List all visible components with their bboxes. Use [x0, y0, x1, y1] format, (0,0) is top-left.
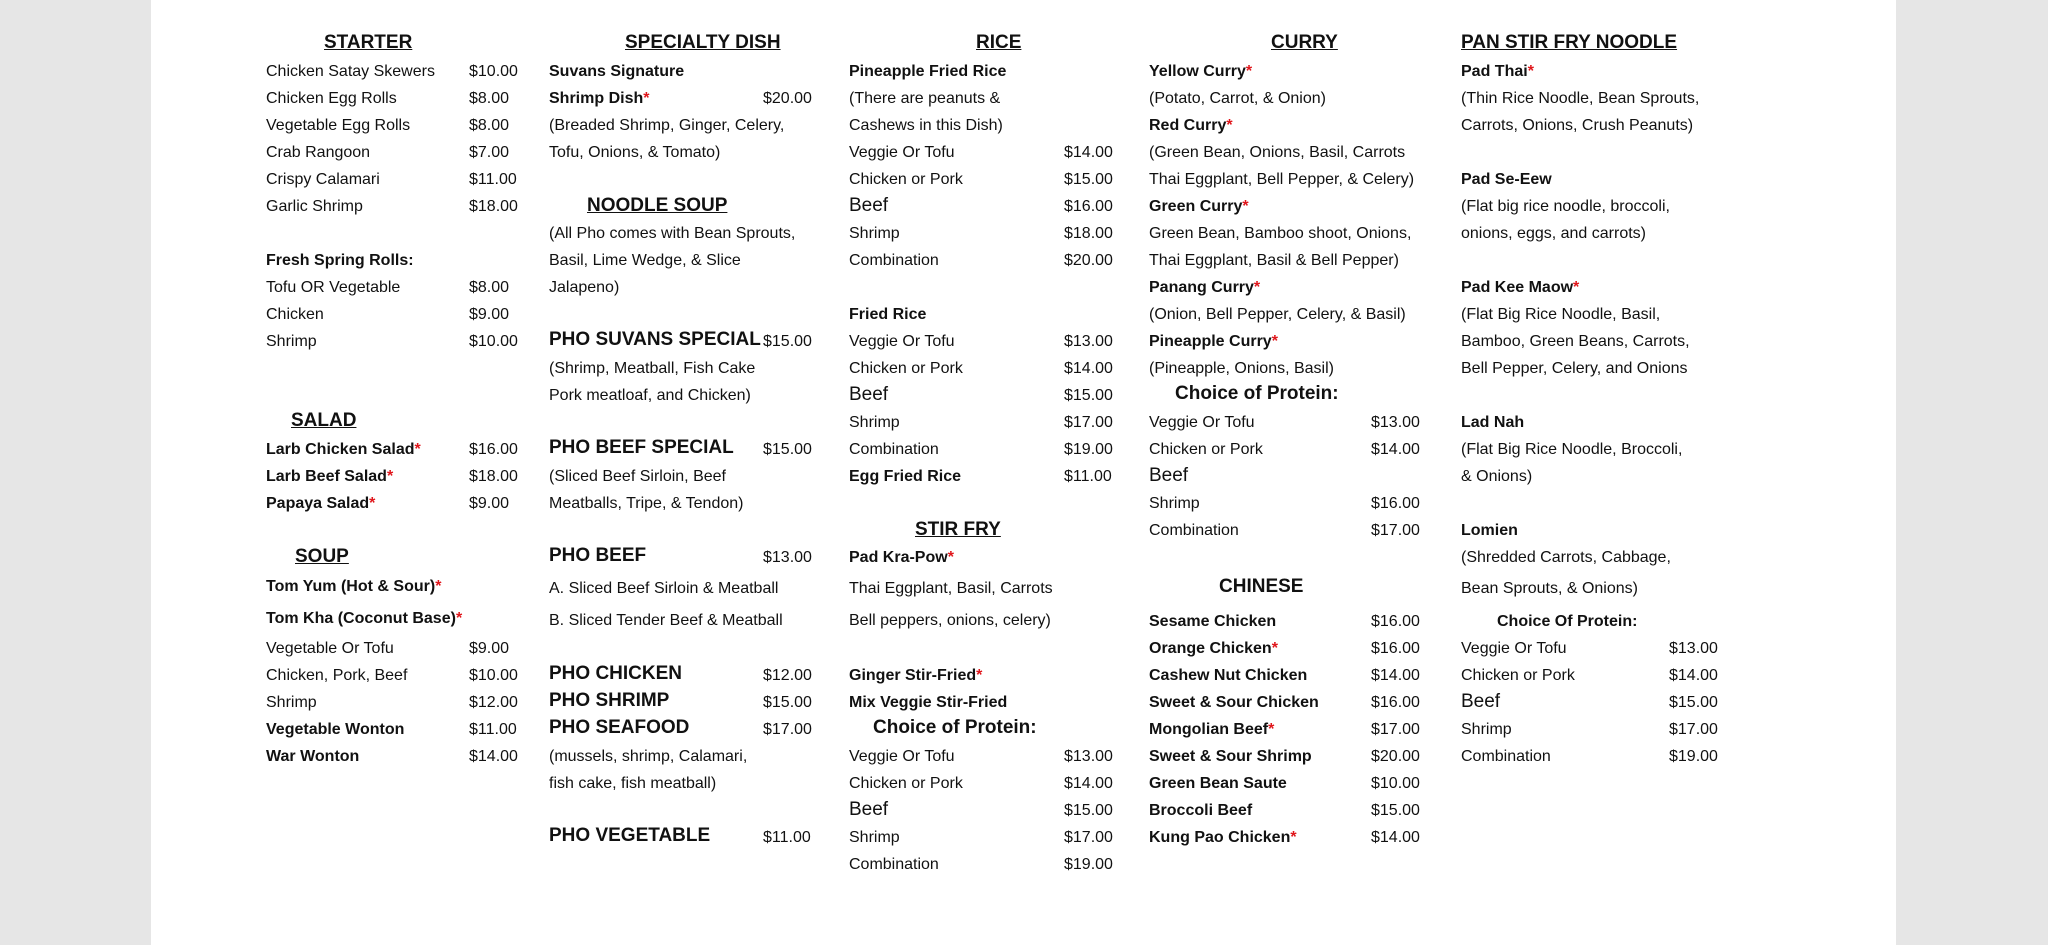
menu-item-desc: (Flat Big Rice Noodle, Broccoli, [1461, 441, 1683, 458]
protein-name: Shrimp [1461, 721, 1512, 738]
spicy-marker: * [1268, 721, 1275, 738]
menu-item-desc: Bean Sprouts, & Onions) [1461, 580, 1638, 597]
protein-name: Combination [849, 252, 939, 269]
menu-item-name: Orange Chicken* [1149, 640, 1278, 657]
menu-item-price: $15.00 [763, 694, 812, 711]
protein-price: $19.00 [1064, 856, 1113, 873]
menu-item-price: $9.00 [469, 306, 510, 323]
protein-price: $18.00 [1064, 225, 1113, 242]
menu-item-name: Chicken [266, 306, 324, 323]
menu-item-name: Lad Nah [1461, 414, 1525, 431]
menu-item-name: Panang Curry* [1149, 279, 1261, 296]
menu-item-name: Green Curry* [1149, 198, 1249, 215]
menu-item-price: $11.00 [1064, 468, 1112, 485]
menu-item-name: Vegetable Or Tofu [266, 640, 394, 657]
menu-item-price: $7.00 [469, 144, 510, 161]
spicy-marker: * [1242, 198, 1249, 215]
spicy-marker: * [976, 667, 983, 684]
protein-name: Beef [849, 195, 889, 216]
spring-rolls-heading: Fresh Spring Rolls: [266, 252, 414, 269]
menu-item-name: Mix Veggie Stir-Fried [849, 694, 1008, 711]
protein-name: Combination [1149, 522, 1239, 539]
menu-item-name: Crab Rangoon [266, 144, 371, 161]
protein-price: $20.00 [1064, 252, 1113, 269]
section-desc: Basil, Lime Wedge, & Slice [549, 252, 741, 269]
menu-item-name: PHO SUVANS SPECIAL [549, 329, 761, 350]
menu-item-price: $9.00 [469, 640, 510, 657]
menu-item-name: Pad Thai* [1461, 63, 1534, 80]
menu-item-desc: Thai Eggplant, Basil & Bell Pepper) [1149, 252, 1399, 269]
menu-item-desc: (Sliced Beef Sirloin, Beef [549, 468, 726, 485]
menu-item-name: Suvans Signature [549, 63, 685, 80]
menu-item-name: Ginger Stir-Fried* [849, 667, 983, 684]
noodle-heading: PAN STIR FRY NOODLE [1461, 32, 1678, 53]
specialty-heading: SPECIALTY DISH [625, 32, 781, 53]
protein-name: Beef [849, 799, 889, 820]
protein-price: $19.00 [1669, 748, 1718, 765]
spicy-marker: * [947, 549, 954, 566]
protein-name: Chicken or Pork [1461, 667, 1575, 684]
menu-item-desc: (Thin Rice Noodle, Bean Sprouts, [1461, 90, 1700, 107]
protein-name: Chicken or Pork [849, 775, 963, 792]
starter-heading: STARTER [324, 32, 413, 53]
protein-price: $17.00 [1064, 414, 1113, 431]
menu-item-price: $10.00 [469, 333, 518, 350]
menu-item-price: $12.00 [469, 694, 518, 711]
protein-price: $16.00 [1064, 198, 1113, 215]
menu-item-name: Chicken Satay Skewers [266, 63, 435, 80]
menu-item-name: Pineapple Fried Rice [849, 63, 1007, 80]
menu-item-name: PHO BEEF SPECIAL [549, 437, 734, 458]
protein-name: Combination [849, 441, 939, 458]
protein-name: Veggie Or Tofu [1461, 640, 1567, 657]
rice-heading: RICE [976, 32, 1022, 53]
protein-price: $13.00 [1371, 414, 1420, 431]
protein-name: Shrimp [1149, 495, 1200, 512]
protein-price: $17.00 [1064, 829, 1113, 846]
menu-item-price: $14.00 [469, 748, 518, 765]
menu-item-desc: & Onions) [1461, 468, 1533, 485]
menu-item-name: Sesame Chicken [1149, 613, 1277, 630]
menu-item-price: $8.00 [469, 117, 510, 134]
menu-item-desc: A. Sliced Beef Sirloin & Meatball [549, 580, 779, 597]
menu-item-price: $16.00 [1371, 694, 1420, 711]
protein-price: $19.00 [1064, 441, 1113, 458]
menu-item-desc: (Green Bean, Onions, Basil, Carrots [1149, 144, 1406, 161]
protein-name: Veggie Or Tofu [1149, 414, 1255, 431]
menu-item-price: $13.00 [763, 549, 812, 566]
menu-item-price: $20.00 [763, 90, 812, 107]
menu-item-desc: Green Bean, Bamboo shoot, Onions, [1149, 225, 1412, 242]
menu-item-desc: (Pineapple, Onions, Basil) [1149, 360, 1334, 377]
menu-item-name: PHO SHRIMP [549, 690, 670, 711]
menu-item-price: $18.00 [469, 198, 518, 215]
menu-item-price: $15.00 [763, 333, 812, 350]
choice-protein-label: Choice Of Protein: [1497, 613, 1638, 630]
menu-item-desc: (mussels, shrimp, Calamari, [549, 748, 748, 765]
spicy-marker: * [369, 495, 376, 512]
menu-item-desc: Tofu, Onions, & Tomato) [549, 144, 721, 161]
menu-item-desc: Thai Eggplant, Basil, Carrots [849, 580, 1053, 597]
spicy-marker: * [643, 90, 650, 107]
protein-price: $14.00 [1371, 441, 1420, 458]
menu-item-desc: Bell Pepper, Celery, and Onions [1461, 360, 1688, 377]
menu-item-name: Pineapple Curry* [1149, 333, 1278, 350]
menu-item-price: $16.00 [1371, 640, 1420, 657]
menu-item-name: Vegetable Egg Rolls [266, 117, 411, 134]
spicy-marker: * [435, 578, 442, 595]
menu-item-name: Shrimp [266, 333, 317, 350]
menu-item-name: Pad Se-Eew [1461, 171, 1552, 188]
spicy-marker: * [1271, 333, 1278, 350]
section-desc: Jalapeno) [549, 279, 620, 296]
protein-price: $13.00 [1669, 640, 1718, 657]
menu-item-name: War Wonton [266, 748, 360, 765]
menu-item-price: $18.00 [469, 468, 518, 485]
menu-item-name: Larb Chicken Salad* [266, 441, 421, 458]
protein-price: $15.00 [1064, 171, 1113, 188]
choice-protein-label: Choice of Protein: [873, 717, 1037, 738]
protein-name: Veggie Or Tofu [849, 144, 955, 161]
protein-price: $14.00 [1064, 775, 1113, 792]
protein-name: Combination [1461, 748, 1551, 765]
spicy-marker: * [1226, 117, 1233, 134]
protein-name: Shrimp [849, 225, 900, 242]
menu-item-name: Chicken Egg Rolls [266, 90, 397, 107]
protein-price: $14.00 [1064, 144, 1113, 161]
protein-name: Beef [1149, 465, 1189, 486]
menu-item-desc: (There are peanuts & [849, 90, 1001, 107]
spicy-marker: * [1245, 63, 1253, 80]
menu-item-desc: onions, eggs, and carrots) [1461, 225, 1646, 242]
menu-item-price: $10.00 [469, 63, 518, 80]
menu-item-desc: Bamboo, Green Beans, Carrots, [1461, 333, 1690, 350]
menu-item-name: PHO VEGETABLE [549, 825, 711, 846]
menu-item-price: $16.00 [1371, 613, 1420, 630]
protein-price: $17.00 [1371, 522, 1420, 539]
noodle-soup-heading: NOODLE SOUP [587, 195, 728, 216]
stir-fry-heading: STIR FRY [915, 519, 1001, 540]
spicy-marker: * [1527, 63, 1534, 80]
chinese-heading: CHINESE [1219, 576, 1304, 597]
menu-item-desc: (Shrimp, Meatball, Fish Cake [549, 360, 756, 377]
menu-item-price: $11.00 [469, 721, 517, 738]
menu-item-price: $17.00 [763, 721, 812, 738]
protein-name: Veggie Or Tofu [849, 333, 955, 350]
menu-item-desc: (Flat Big Rice Noodle, Basil, [1461, 306, 1661, 323]
menu-item-name: Red Curry* [1149, 117, 1233, 134]
menu-item-name: Fried Rice [849, 306, 927, 323]
menu-item-name: Broccoli Beef [1149, 802, 1253, 819]
menu-item-name: PHO BEEF [549, 545, 647, 566]
menu-item-name: Sweet & Sour Chicken [1149, 694, 1319, 711]
menu-item-name: PHO SEAFOOD [549, 717, 690, 738]
menu-item-desc: fish cake, fish meatball) [549, 775, 717, 792]
salad-heading: SALAD [291, 410, 357, 431]
protein-price: $15.00 [1669, 694, 1718, 711]
menu-item-price: $16.00 [469, 441, 518, 458]
protein-price: $13.00 [1064, 333, 1113, 350]
menu-item-price: $14.00 [1371, 829, 1420, 846]
menu-item-price: $10.00 [1371, 775, 1420, 792]
protein-name: Veggie Or Tofu [849, 748, 955, 765]
menu-item-desc: Carrots, Onions, Crush Peanuts) [1461, 117, 1694, 134]
protein-name: Beef [1461, 691, 1501, 712]
protein-price: $16.00 [1371, 495, 1420, 512]
menu-item-name: Larb Beef Salad* [266, 468, 394, 485]
menu-item-name: Tom Kha (Coconut Base)* [266, 610, 463, 627]
protein-price: $13.00 [1064, 748, 1113, 765]
menu-item-desc: Thai Eggplant, Bell Pepper, & Celery) [1149, 171, 1415, 188]
menu-item-price: $15.00 [763, 441, 812, 458]
menu-item-name: Sweet & Sour Shrimp [1149, 748, 1312, 765]
protein-price: $14.00 [1669, 667, 1718, 684]
menu-item-desc: (Flat big rice noodle, broccoli, [1461, 198, 1670, 215]
spicy-marker: * [1253, 279, 1261, 296]
protein-price: $15.00 [1064, 802, 1113, 819]
menu-item-name: Lomien [1461, 522, 1518, 539]
protein-name: Shrimp [849, 829, 900, 846]
menu-item-desc: Meatballs, Tripe, & Tendon) [549, 495, 744, 512]
spicy-marker: * [386, 468, 394, 485]
protein-price: $14.00 [1064, 360, 1113, 377]
menu-item-price: $10.00 [469, 667, 518, 684]
menu-item-price: $15.00 [1371, 802, 1420, 819]
protein-name: Chicken or Pork [849, 360, 963, 377]
spicy-marker: * [455, 610, 463, 627]
spicy-marker: * [1271, 640, 1278, 657]
menu-item-desc: Bell peppers, onions, celery) [849, 612, 1051, 629]
menu-item-name: PHO CHICKEN [549, 663, 683, 684]
menu-item-price: $14.00 [1371, 667, 1420, 684]
menu-item-name: Shrimp Dish* [549, 90, 650, 107]
curry-heading: CURRY [1271, 32, 1338, 53]
menu-item-name: Pad Kra-Pow* [849, 549, 954, 566]
menu-item-price: $20.00 [1371, 748, 1420, 765]
menu-item-desc: (Onion, Bell Pepper, Celery, & Basil) [1149, 306, 1406, 323]
menu-item-desc: (Potato, Carrot, & Onion) [1149, 90, 1326, 107]
menu-item-name: Yellow Curry* [1149, 63, 1253, 80]
menu-item-desc: Cashews in this Dish) [849, 117, 1003, 134]
menu-item-name: Kung Pao Chicken* [1149, 829, 1297, 846]
spicy-marker: * [414, 441, 421, 458]
menu-item-name: Cashew Nut Chicken [1149, 667, 1308, 684]
menu-item-name: Tofu OR Vegetable [266, 279, 401, 296]
protein-name: Combination [849, 856, 939, 873]
menu-item-price: $8.00 [469, 90, 510, 107]
menu-item-price: $9.00 [469, 495, 510, 512]
menu-item-price: $11.00 [763, 829, 811, 846]
protein-name: Beef [849, 384, 889, 405]
menu-item-price: $17.00 [1371, 721, 1420, 738]
protein-price: $17.00 [1669, 721, 1718, 738]
protein-price: $15.00 [1064, 387, 1113, 404]
menu-item-name: Garlic Shrimp [266, 198, 363, 215]
menu-item-name: Pad Kee Maow* [1461, 279, 1580, 296]
menu-item-name: Shrimp [266, 694, 317, 711]
soup-heading: SOUP [295, 546, 349, 567]
section-desc: (All Pho comes with Bean Sprouts, [549, 225, 796, 242]
menu-page [151, 0, 1896, 945]
choice-protein-label: Choice of Protein: [1175, 383, 1339, 404]
menu-item-price: $12.00 [763, 667, 812, 684]
menu-item-desc: B. Sliced Tender Beef & Meatball [549, 612, 783, 629]
menu-item-name: Chicken, Pork, Beef [266, 667, 408, 684]
menu-item-name: Tom Yum (Hot & Sour)* [266, 578, 442, 595]
menu-item-name: Mongolian Beef* [1149, 721, 1275, 738]
menu-item-price: $11.00 [469, 171, 517, 188]
menu-item-name: Egg Fried Rice [849, 468, 962, 485]
protein-name: Chicken or Pork [849, 171, 963, 188]
menu-item-price: $8.00 [469, 279, 510, 296]
menu-item-name: Green Bean Saute [1149, 775, 1287, 792]
menu-item-desc: (Breaded Shrimp, Ginger, Celery, [549, 117, 785, 134]
spicy-marker: * [1573, 279, 1580, 296]
menu-item-desc: Pork meatloaf, and Chicken) [549, 387, 751, 404]
protein-name: Chicken or Pork [1149, 441, 1263, 458]
menu-item-name: Papaya Salad* [266, 495, 376, 512]
protein-name: Shrimp [849, 414, 900, 431]
menu-item-name: Crispy Calamari [266, 171, 380, 188]
spicy-marker: * [1290, 829, 1297, 846]
menu-item-desc: (Shredded Carrots, Cabbage, [1461, 549, 1671, 566]
menu-item-name: Vegetable Wonton [266, 721, 405, 738]
